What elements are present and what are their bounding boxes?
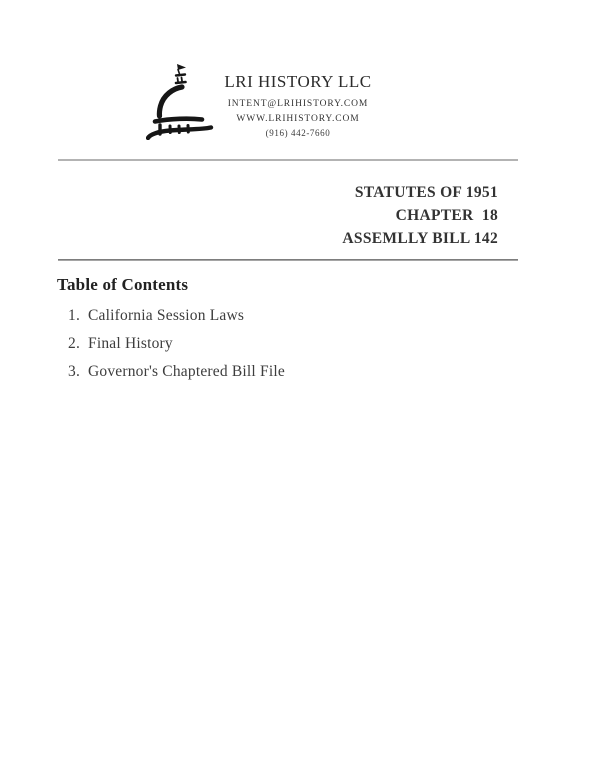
toc-list xyxy=(0,307,600,391)
company-name: LRI HISTORY LLC xyxy=(224,72,372,91)
capitol-dome-icon xyxy=(146,62,216,140)
toc-item-label: Governor's Chaptered Bill File xyxy=(88,363,285,380)
toc-item xyxy=(0,335,600,363)
toc-item xyxy=(0,363,600,391)
toc-item-number: 3. xyxy=(68,363,81,380)
toc-item-label: Final History xyxy=(88,335,173,352)
toc-item-number: 1. xyxy=(68,307,81,324)
statute-heading xyxy=(342,181,498,250)
company-contact-block xyxy=(218,72,378,138)
assembly-bill-line: ASSEMLLY BILL 142 xyxy=(342,230,498,247)
company-email: INTENT@LRIHISTORY.COM xyxy=(227,99,369,109)
toc-item-label: California Session Laws xyxy=(88,307,245,324)
chapter-line: CHAPTER 18 xyxy=(395,207,498,224)
toc-item-number: 2. xyxy=(68,335,81,352)
company-phone: (916) 442-7660 xyxy=(265,128,331,138)
statutes-line: STATUTES OF 1951 xyxy=(354,184,498,201)
divider-bottom xyxy=(58,259,518,261)
company-logo xyxy=(146,62,216,140)
toc-item xyxy=(0,307,600,335)
divider-top xyxy=(58,159,518,161)
company-website: WWW.LRIHISTORY.COM xyxy=(236,113,360,124)
toc-title: Table of Contents xyxy=(57,275,189,294)
